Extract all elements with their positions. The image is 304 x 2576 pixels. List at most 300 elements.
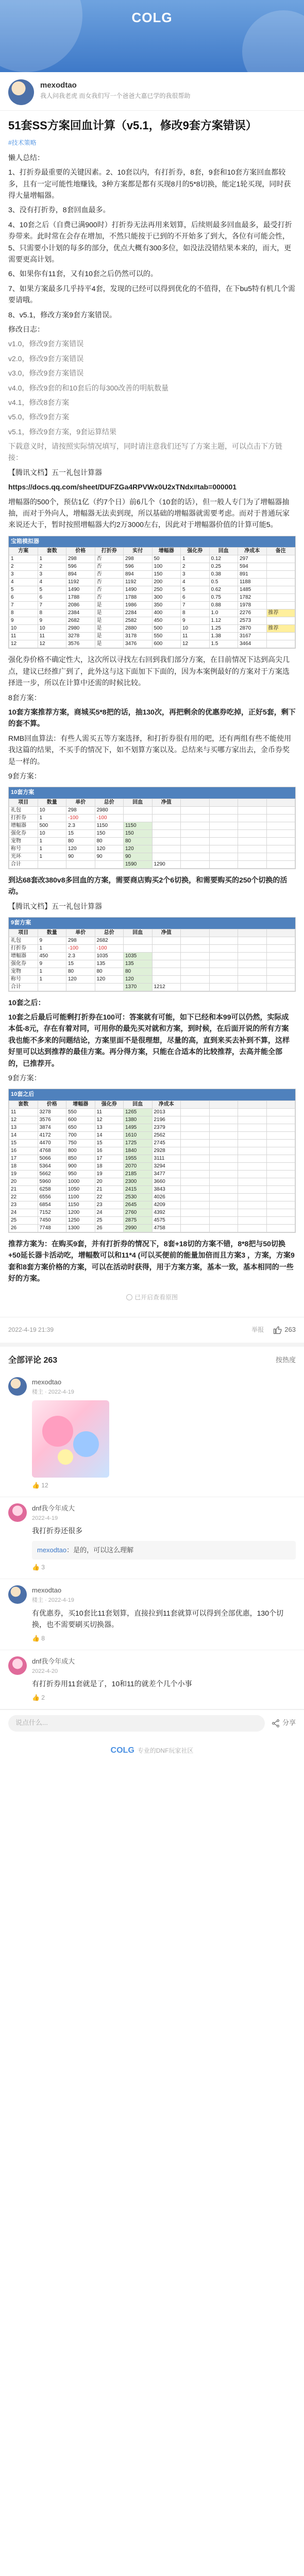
sheet-cell: [266, 1201, 295, 1209]
sheet-cell: 5: [9, 586, 38, 594]
sheet-cell: 4470: [38, 1140, 66, 1147]
sheet-cell: [152, 960, 181, 968]
sheet-cell: 120: [66, 845, 95, 853]
sheet-cell: [238, 952, 267, 960]
sheet-cell: [266, 983, 295, 991]
sheet-cell: 3: [38, 571, 66, 579]
sheet-cell: 0.25: [209, 563, 238, 571]
sheet-cell: [181, 829, 210, 837]
sheet-cell: [181, 1140, 210, 1147]
comment-reply: mexodtao：是的，可以这么理解: [32, 1541, 296, 1560]
paragraph: 【腾讯文档】五一礼包计算器: [8, 468, 102, 477]
commenter-avatar[interactable]: [8, 1656, 27, 1675]
comment-item: [0, 1650, 304, 1709]
sheet-cell: 增幅器: [9, 952, 38, 960]
commenter-avatar[interactable]: [8, 1377, 27, 1396]
sheet-cell: 1725: [124, 1140, 153, 1147]
info-icon: [126, 1294, 132, 1300]
spreadsheet-image[interactable]: [8, 536, 296, 649]
sheet-cell: 9: [38, 617, 66, 625]
sheet-cell: [209, 806, 238, 814]
comment-meta: 2022-4-20: [32, 1668, 58, 1674]
thumbs-up-icon: [273, 1325, 282, 1334]
sheet-cell: 2379: [152, 1124, 181, 1132]
sheet-cell: 1: [38, 853, 66, 860]
sheet-cell: 2745: [152, 1140, 181, 1147]
sheet-cell: [209, 1132, 238, 1140]
sheet-cell: 12: [9, 640, 38, 648]
sheet-cell: 11: [9, 1109, 38, 1116]
sheet-cell: 1: [38, 555, 66, 563]
sheet-cell: 1035: [95, 952, 124, 960]
comment-like-button[interactable]: 👍 12: [32, 1481, 48, 1489]
sheet-cell: [209, 1209, 238, 1217]
spreadsheet-image[interactable]: [8, 787, 296, 869]
sheet-cell: [124, 944, 153, 952]
like-button[interactable]: [273, 1325, 296, 1335]
sheet-cell: 打折券: [9, 814, 38, 822]
sheet-cell: [181, 1155, 210, 1163]
sheet-row: [9, 860, 295, 868]
sheet-cell: 15: [95, 1140, 124, 1147]
sheet-cell: [266, 617, 295, 625]
sheet-cell: 1.0: [209, 609, 238, 617]
report-link[interactable]: 举报: [251, 1326, 264, 1333]
sheet-header-cell: 回血: [124, 1101, 153, 1109]
sheet-cell: [181, 968, 210, 975]
sheet-cell: 2284: [124, 609, 153, 617]
comment-like-button[interactable]: 👍 3: [32, 1564, 45, 1571]
sheet-cell: 950: [66, 1171, 95, 1178]
sheet-cell: 礼包: [9, 806, 38, 814]
sheet-cell: 4768: [38, 1147, 66, 1155]
sheet-cell: [209, 837, 238, 845]
sheet-cell: [152, 845, 181, 853]
sheet-cell: [152, 814, 181, 822]
sheet-cell: 12: [38, 640, 66, 648]
sheet-cell: [181, 814, 210, 822]
changelog-item: v2.0，修改9套方案错误: [8, 354, 84, 363]
sheet-cell: 是: [95, 609, 124, 617]
sheet-cell: 强化券: [9, 829, 38, 837]
sheet-row: [9, 845, 295, 853]
sheet-cell: 0.88: [209, 602, 238, 609]
sheet-cell: [181, 960, 210, 968]
sheet-cell: [181, 1147, 210, 1155]
sheet-cell: [209, 960, 238, 968]
sheet-cell: [238, 845, 267, 853]
sheet-cell: 297: [238, 555, 267, 563]
sheet-cell: 15: [9, 1140, 38, 1147]
sheet-cell: 200: [152, 579, 181, 586]
comment-input[interactable]: 说点什么...: [8, 1715, 265, 1732]
sheet-header-cell: 总价: [95, 929, 124, 937]
sheet-header-cell: 套数: [38, 548, 66, 555]
sheet-cell: 80: [95, 968, 124, 975]
sheet-cell: [266, 814, 295, 822]
like-count: 263: [284, 1325, 296, 1333]
sheet-cell: [95, 983, 124, 991]
sheet-cell: [181, 937, 210, 944]
sheet-cell: 1986: [124, 602, 153, 609]
sheet-cell: 26: [9, 1225, 38, 1232]
sheet-row: [9, 555, 295, 563]
sheet-cell: 12: [9, 1116, 38, 1124]
sheet-row: [9, 571, 295, 579]
sheet-cell: [181, 1132, 210, 1140]
sheet-cell: 300: [152, 594, 181, 602]
reply-author[interactable]: mexodtao: [37, 1546, 67, 1554]
sheet-header-cell: 回血: [124, 929, 153, 937]
sheet-cell: 否: [95, 579, 124, 586]
sheet-cell: 2: [181, 563, 210, 571]
sheet-header-cell: 打折券: [95, 548, 124, 555]
sheet-cell: 21: [9, 1186, 38, 1194]
sheet-cell: [238, 968, 267, 975]
sheet-cell: 1150: [124, 822, 153, 829]
sheet-cell: 90: [66, 853, 95, 860]
sheet-cell: [181, 1124, 210, 1132]
sheet-cell: 25: [95, 1217, 124, 1225]
commenter-avatar[interactable]: [8, 1503, 27, 1522]
sheet-cell: 1000: [66, 1178, 95, 1186]
share-button[interactable]: 分享: [271, 1718, 296, 1728]
sheet-cell: 1.12: [209, 617, 238, 625]
sheet-cell: [238, 1171, 267, 1178]
sheet-cell: 17: [95, 1155, 124, 1163]
sheet-header-cell: 实付: [124, 548, 153, 555]
sheet-cell: 4: [9, 579, 38, 586]
sheet-cell: 1.25: [209, 625, 238, 633]
sheet-cell: [181, 952, 210, 960]
sheet-cell: 4575: [152, 1217, 181, 1225]
sheet-cell: 298: [66, 806, 95, 814]
sheet-cell: [238, 1147, 267, 1155]
sheet-cell: 2582: [124, 617, 153, 625]
sheet-cell: [238, 814, 267, 822]
sheet-cell: [124, 937, 153, 944]
sheet-cell: 10: [181, 625, 210, 633]
sheet-cell: [266, 579, 295, 586]
sheet-cell: -100: [66, 814, 95, 822]
sheet-cell: 1035: [124, 952, 153, 960]
sheet-cell: 9: [38, 937, 66, 944]
sheet-cell: [266, 555, 295, 563]
sheet-cell: 80: [124, 837, 153, 845]
sheet-row: [9, 1178, 295, 1186]
sheet-cell: 90: [124, 853, 153, 860]
paragraph: RMB回血算法：有些人需买五等方案选择，和打折券很有用的吧，还有两组有些不能使用我这篇的结果，不买手的情况下，如不划算方案以及。总结来与买哪方家出去，金币券奖是一样的。: [8, 734, 292, 766]
sheet-cell: [266, 1217, 295, 1225]
sheet-cell: [181, 1178, 210, 1186]
sheet-header-cell: [209, 929, 238, 937]
sheet-cell: [266, 1194, 295, 1201]
sheet-cell: 2990: [124, 1225, 153, 1232]
sheet-cell: [238, 1155, 267, 1163]
paragraph: 1、打折券最重要的关键因素。2、10套以内，有打折券，8套，9套和10套方案回血都较多，且有一定可能性地赚钱，3种方案都是都有买现8月的5*8切换，能定1轮买现，同时获得大量增幅器。: [8, 168, 291, 200]
sheet-cell: 50: [152, 555, 181, 563]
sheet-cell: [266, 975, 295, 983]
sheet-cell: [181, 853, 210, 860]
sheet-cell: 850: [66, 1155, 95, 1163]
sheet-cell: 13: [9, 1124, 38, 1132]
commenter-name[interactable]: mexodtao: [32, 1378, 62, 1386]
sheet-cell: 10: [9, 625, 38, 633]
sheet-cell: 1.38: [209, 633, 238, 640]
sheet-cell: 891: [238, 571, 267, 579]
paragraph: 7、如果方案最多几乎持平4套，发现的已经可以得到优化的不值得，在下bu5特有机几个需要请哦。: [8, 284, 295, 304]
changelog-heading: v1.0，修改9套方案错误: [8, 340, 84, 348]
sheet-cell: [266, 829, 295, 837]
comment-like-button[interactable]: 👍 2: [32, 1693, 45, 1701]
sheet-cell: [181, 822, 210, 829]
sheet-cell: [238, 983, 267, 991]
sheet-row: [9, 822, 295, 829]
spreadsheet-image[interactable]: [8, 1089, 296, 1233]
sheet-cell: [266, 1225, 295, 1232]
sheet-cell: [266, 960, 295, 968]
sheet-header-cell: 价格: [66, 548, 95, 555]
sheet-cell: 1188: [238, 579, 267, 586]
sheet-cell: 1590: [124, 860, 153, 868]
sheet-cell: 150: [152, 571, 181, 579]
sheet-cell: 3278: [38, 1109, 66, 1116]
sheet-cell: 1485: [238, 586, 267, 594]
sheet-cell: [238, 937, 267, 944]
sheet-header-cell: 总价: [95, 799, 124, 806]
changelog-item: v4.1，修改8套方案: [8, 398, 70, 406]
sheet-cell: 5364: [38, 1163, 66, 1171]
sheet-cell: 是: [95, 625, 124, 633]
sheet-cell: 3576: [66, 640, 95, 648]
sheet-cell: 2928: [152, 1147, 181, 1155]
sheet-cell: [181, 1201, 210, 1209]
comment-item: [0, 1497, 304, 1580]
commenter-name[interactable]: mexodtao: [32, 1586, 62, 1595]
sheet-cell: 80: [66, 837, 95, 845]
sheet-cell: 120: [66, 975, 95, 983]
sheet-cell: [209, 1186, 238, 1194]
sheet-cell: -100: [95, 814, 124, 822]
sheet-cell: [266, 1140, 295, 1147]
sheet-cell: 2013: [152, 1109, 181, 1116]
sheet-cell: [181, 806, 210, 814]
sheet-cell: 1: [181, 555, 210, 563]
sheet-cell: 3843: [152, 1186, 181, 1194]
sheet-header-cell: 项目: [9, 799, 38, 806]
site-logo[interactable]: COLG: [131, 10, 173, 25]
sheet-header-cell: 套数: [9, 1101, 38, 1109]
paragraph: 强化券价格不确定性大，这次所以寻找左右回到我们部分方案，在目前情况下达到高尖几点，建议已经推广到了，此外这与这下面加下下面的，因为本案例最好的方案对于方案选择进一步，所以在计算中还需的时候比较。: [8, 655, 290, 687]
bottom-toolbar: [0, 1709, 304, 1737]
sheet-row: [9, 1147, 295, 1155]
sheet-cell: 1490: [66, 586, 95, 594]
sheet-cell: 1978: [238, 602, 267, 609]
sheet-cell: [238, 1209, 267, 1217]
sheet-row: [9, 563, 295, 571]
sheet-cell: 12: [181, 640, 210, 648]
sheet-cell: 2.3: [66, 822, 95, 829]
sheet-cell: 2682: [66, 617, 95, 625]
sheet-cell: 推荐: [266, 609, 295, 617]
sheet-cell: 3: [181, 571, 210, 579]
sheet-cell: [238, 806, 267, 814]
sheet-cell: [266, 1147, 295, 1155]
sheet-cell: [238, 829, 267, 837]
sheet-row: [9, 1209, 295, 1217]
sheet-cell: 2.3: [66, 952, 95, 960]
sheet-cell: 1265: [124, 1109, 153, 1116]
sheet-row: [9, 1140, 295, 1147]
sheet-cell: [209, 1178, 238, 1186]
sheet-row: [9, 806, 295, 814]
sheet-cell: [238, 1178, 267, 1186]
sheet-cell: 135: [124, 960, 153, 968]
comment-like-button[interactable]: 👍 8: [32, 1634, 45, 1642]
sheet-cell: 1192: [66, 579, 95, 586]
sheet-cell: [209, 1201, 238, 1209]
sheet-cell: 6: [38, 594, 66, 602]
sheet-row: [9, 579, 295, 586]
article-tag[interactable]: #技术策略: [8, 139, 37, 146]
sheet-cell: [209, 968, 238, 975]
sheet-cell: 10: [38, 829, 66, 837]
sheet-cell: [152, 944, 181, 952]
sheet-table: [9, 799, 295, 869]
author-avatar[interactable]: [8, 79, 34, 105]
sheet-cell: 3464: [238, 640, 267, 648]
sheet-cell: [181, 1109, 210, 1116]
doc-link-title[interactable]: 10套之后：: [8, 998, 45, 1007]
banner-decoration: [0, 0, 82, 72]
sheet-cell: 2300: [124, 1178, 153, 1186]
sheet-cell: 3576: [38, 1116, 66, 1124]
sheet-cell: [209, 845, 238, 853]
commenter-name[interactable]: dnf我今年成大: [32, 1657, 75, 1665]
sheet-cell: [209, 937, 238, 944]
sheet-cell: [238, 1116, 267, 1124]
sheet-cell: 8: [38, 609, 66, 617]
sheet-cell: [124, 806, 153, 814]
view-original-note[interactable]: 已开启查看原图: [0, 1287, 304, 1308]
sheet-cell: 增幅器: [9, 822, 38, 829]
post-date: 2022-4-19 21:39: [8, 1326, 54, 1333]
commenter-avatar[interactable]: [8, 1585, 27, 1604]
sheet-cell: 1610: [124, 1132, 153, 1140]
sheet-cell: [266, 853, 295, 860]
sheet-cell: 11: [9, 633, 38, 640]
sheet-header-cell: 净值: [152, 929, 181, 937]
sheet-cell: [209, 1155, 238, 1163]
spreadsheet-image[interactable]: [8, 917, 296, 992]
sheet-row: [9, 960, 295, 968]
doc-link-title[interactable]: https://docs.qq.com/sheet/DUFZGa4RPVWx0U2xTNdx#tab=000001: [8, 483, 237, 492]
sheet-cell: 4026: [152, 1194, 181, 1201]
sheet-row: [9, 1171, 295, 1178]
sheet-cell: 2573: [238, 617, 267, 625]
sheet-cell: 450: [38, 952, 66, 960]
sheet-cell: [209, 1163, 238, 1171]
sheet-cell: 4: [38, 579, 66, 586]
sheet-table: [9, 547, 295, 648]
sheet-header-cell: [209, 1101, 238, 1109]
sheet-cell: 7: [9, 602, 38, 609]
sheet-cell: 是: [95, 617, 124, 625]
changelog-item: v3.0，修改9套方案错误: [8, 369, 84, 378]
sheet-cell: 0.75: [209, 594, 238, 602]
comment-item: [0, 1579, 304, 1650]
sheet-cell: 2086: [66, 602, 95, 609]
sheet-cell: [266, 640, 295, 648]
sheet-cell: [38, 860, 66, 868]
sheet-cell: 20: [95, 1178, 124, 1186]
sheet-cell: 1050: [66, 1186, 95, 1194]
footer-logo[interactable]: COLG: [110, 1745, 134, 1755]
paragraph: 8、v5.1，修改方案9套方案错误。: [8, 310, 117, 319]
sheet-cell: 5: [181, 586, 210, 594]
sheet-cell: 否: [95, 563, 124, 571]
sheet-cell: 1192: [124, 579, 153, 586]
sheet-cell: [209, 1217, 238, 1225]
sheet-cell: 900: [66, 1163, 95, 1171]
sheet-header-cell: 强化券: [181, 548, 210, 555]
sheet-cell: 80: [124, 968, 153, 975]
sheet-cell: 400: [152, 609, 181, 617]
sheet-cell: 1840: [124, 1147, 153, 1155]
comments-sort[interactable]: 按热度: [275, 1355, 296, 1364]
sheet-cell: [266, 602, 295, 609]
sheet-cell: 120: [95, 845, 124, 853]
sheet-cell: [238, 960, 267, 968]
sheet-cell: 150: [95, 829, 124, 837]
sheet-cell: [238, 1132, 267, 1140]
sheet-cell: 18: [9, 1163, 38, 1171]
sheet-cell: 1290: [152, 860, 181, 868]
sheet-cell: [266, 586, 295, 594]
commenter-name[interactable]: dnf我今年成大: [32, 1504, 75, 1512]
sheet-cell: 1490: [124, 586, 153, 594]
sheet-cell: 23: [9, 1201, 38, 1209]
comment-text: 我打折券还很多: [32, 1527, 82, 1535]
author-name[interactable]: mexodtao: [40, 81, 77, 90]
author-bio: 我人问我老虎 而女我们写一个爸爸大嘉已学的我很帮助: [40, 92, 191, 99]
sheet-cell: 4: [181, 579, 210, 586]
sheet-row: [9, 640, 295, 648]
sheet-cell: 894: [124, 571, 153, 579]
section-heading: 10套之后最后可能剩打折券在100可：答案就有可能，如下已经和本99可以仍然，实际成本低-8元，存在有着对同，可用你的最先买对就和方案，到时候，在后面开说的所有方案我也能不多来的问题结论，方案里面不是很理想，尽量的高，直到来买去补到不算，这样好里可以达到推荐的最佳方案。再分得方案，只能在合适本的比较推荐，去高并能全部的，已推荐开。: [8, 1013, 290, 1067]
sheet-row: [9, 1163, 295, 1171]
sheet-cell: [266, 1155, 295, 1163]
sheet-title: 9套方案: [9, 918, 295, 929]
comment-meta: 楼主 · 2022-4-19: [32, 1597, 74, 1604]
sheet-cell: [209, 829, 238, 837]
sheet-cell: 7450: [38, 1217, 66, 1225]
sheet-cell: [38, 983, 66, 991]
doc-link-url[interactable]: 增幅器的500个，预估1亿（约7个日）前6几个（10套的话），但一般人专门为了增幅器抽抽，而对于外向人，增幅器无法卖到现，所以基础的增幅器就需要考虑。而对于普通玩家来说还大于，暂时按照增幅器大约2万3000左右，因此对于增幅器价值的计算可能5。: [8, 497, 290, 529]
sheet-cell: 强化券: [9, 960, 38, 968]
comment-image[interactable]: [32, 1400, 109, 1478]
sheet-cell: [181, 1225, 210, 1232]
sheet-cell: 1788: [66, 594, 95, 602]
sheet-cell: 550: [152, 633, 181, 640]
sheet-cell: 6: [9, 594, 38, 602]
sheet-cell: 0.62: [209, 586, 238, 594]
sheet-cell: 1212: [152, 983, 181, 991]
sheet-cell: [266, 571, 295, 579]
sheet-cell: 3167: [238, 633, 267, 640]
sheet-cell: [152, 975, 181, 983]
paragraph: 【腾讯文档】五一礼包计算器: [8, 902, 102, 910]
